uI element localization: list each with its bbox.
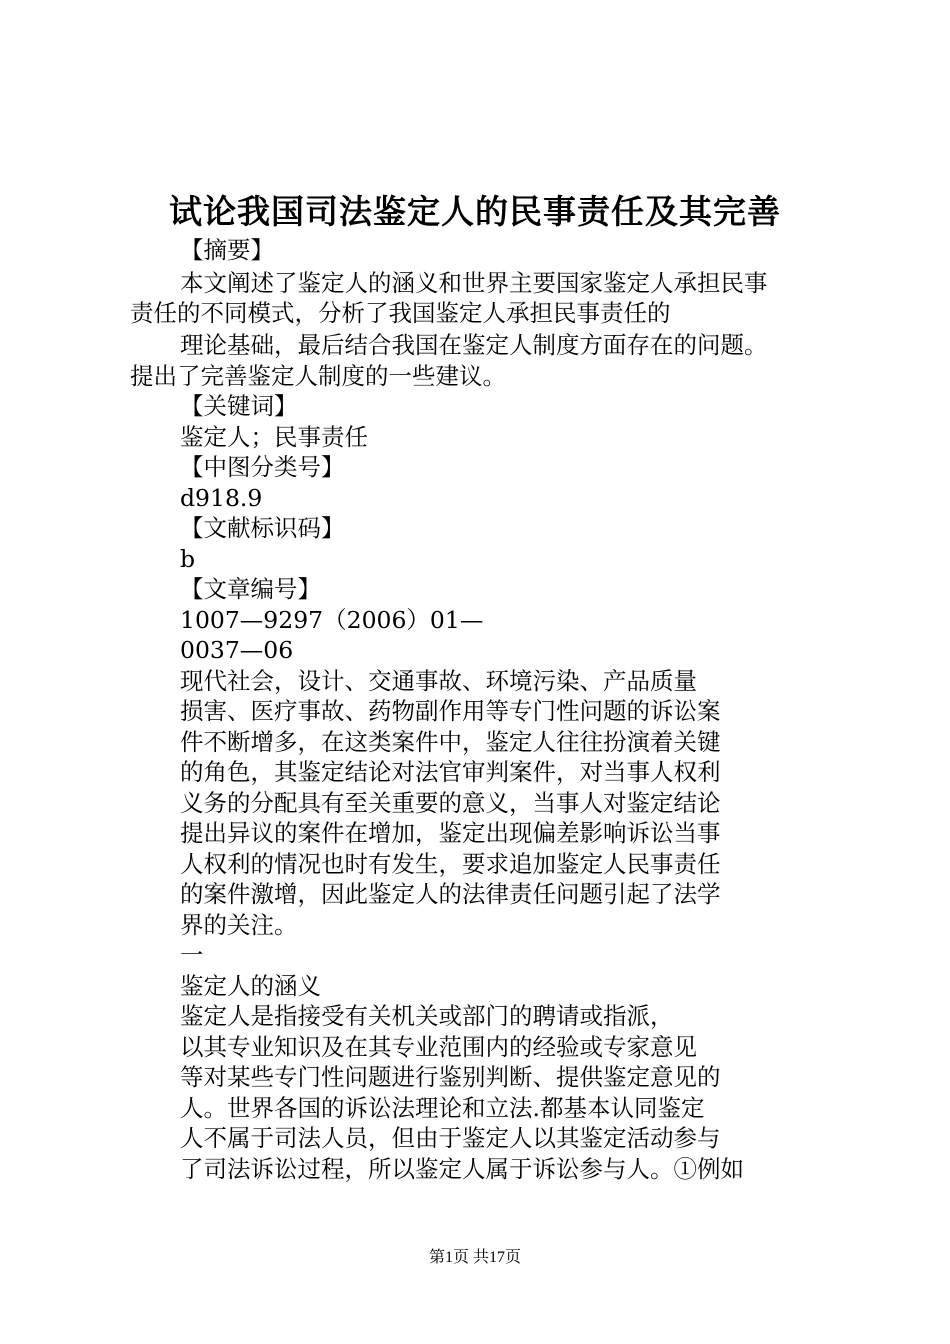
abstract-line-2: 责任的不同模式，分析了我国鉴定人承担民事责任的 [130,299,671,327]
document-title: 试论我国司法鉴定人的民事责任及其完善 [169,192,781,231]
page-counter: 第1页 共17页 [428,1249,521,1266]
body-line: 以其专业知识及在其专业范围内的经验或专家意见 [180,1033,697,1061]
body-line: 的角色，其鉴定结论对法官审判案件，对当事人权利 [180,758,721,786]
keywords-value: 鉴定人；民事责任 [180,423,368,451]
body-line: 人不属于司法人员，但由于鉴定人以其鉴定活动参与 [180,1124,721,1152]
abstract-heading: 【摘要】 [180,236,274,264]
clc-value: d918.9 [180,484,263,512]
section-heading: 鉴定人的涵义 [180,972,321,1000]
body-line: 人权利的情况也时有发生，要求追加鉴定人民事责任 [180,850,721,878]
keywords-heading: 【关键词】 [180,392,298,420]
body-line: 提出异议的案件在增加，鉴定出现偏差影响诉讼当事 [180,819,721,847]
body-line: 现代社会，设计、交通事故、环境污染、产品质量 [180,667,697,695]
body-line: 人。世界各国的诉讼法理论和立法.都基本认同鉴定 [180,1094,705,1122]
body-line: 件不断增多，在这类案件中，鉴定人往往扮演着关键 [180,728,721,756]
body-line: 义务的分配具有至关重要的意义，当事人对鉴定结论 [180,789,721,817]
body-line: 的案件激增，因此鉴定人的法律责任问题引起了法学 [180,880,721,908]
body-line: 损害、医疗事故、药物副作用等专门性问题的诉讼案 [180,697,721,725]
body-line: 鉴定人是指接受有关机关或部门的聘请或指派， [180,1002,674,1030]
doc-code-heading: 【文献标识码】 [180,514,345,542]
body-line: 等对某些专门性问题进行鉴别判断、提供鉴定意见的 [180,1063,721,1091]
section-number: 一 [180,941,204,969]
abstract-line-3: 理论基础，最后结合我国在鉴定人制度方面存在的问题。 [180,331,768,359]
body-line: 界的关注。 [180,911,298,939]
abstract-line-1: 本文阐述了鉴定人的涵义和世界主要国家鉴定人承担民事 [180,269,768,297]
article-no-line-1: 1007—9297（2006）01— [180,606,484,634]
article-no-heading: 【文章编号】 [180,575,321,603]
body-line: 了司法诉讼过程，所以鉴定人属于诉讼参与人。①例如 [180,1155,744,1183]
article-no-line-2: 0037—06 [180,636,294,664]
abstract-line-4: 提出了完善鉴定人制度的一些建议。 [130,362,506,390]
doc-code-value: b [180,545,196,573]
clc-heading: 【中图分类号】 [180,453,345,481]
